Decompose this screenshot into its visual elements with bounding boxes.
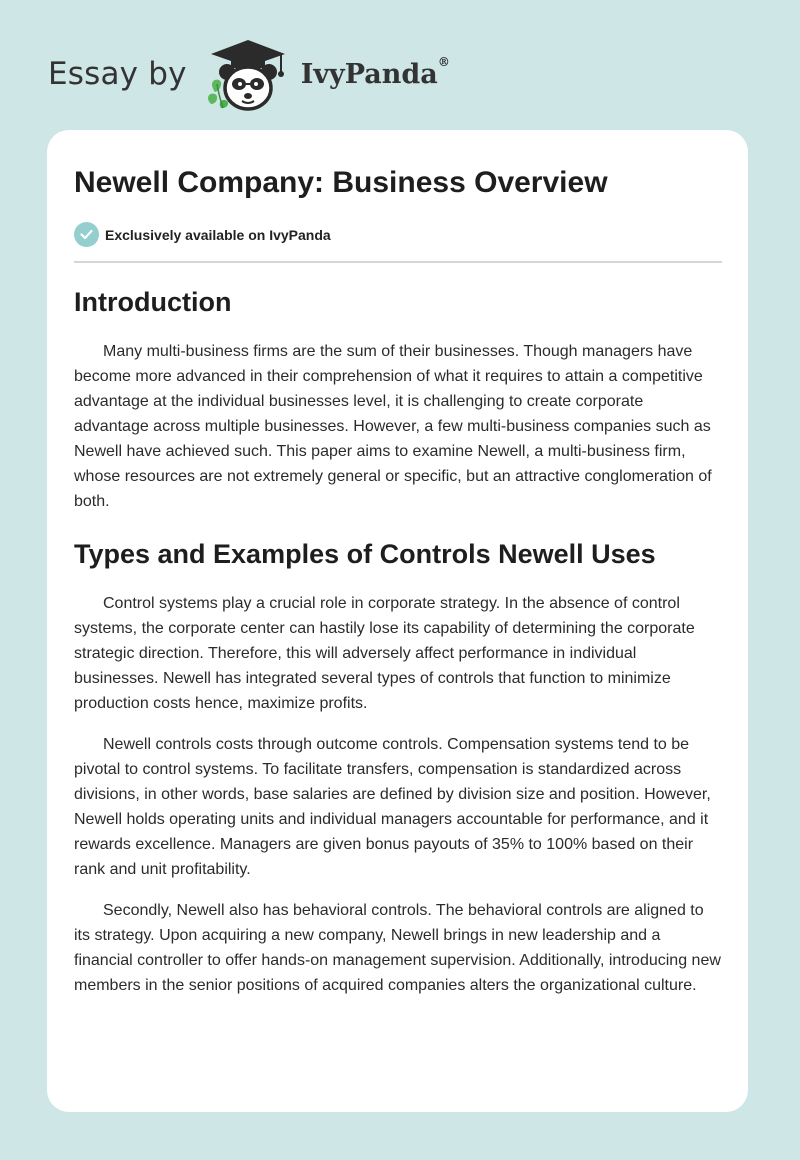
article-body xyxy=(74,280,722,1014)
check-icon xyxy=(74,222,99,247)
article-card xyxy=(47,130,748,1112)
essay-by-label: Essay by xyxy=(48,56,187,92)
ivypanda-brand[interactable]: IvyPanda® xyxy=(300,54,450,90)
exclusive-badge xyxy=(74,222,331,247)
section-controls xyxy=(74,532,722,998)
panda-graduate-icon[interactable] xyxy=(201,34,295,114)
page-title: Newell Company: Business Overview xyxy=(74,166,608,199)
paragraph: Many multi-business firms are the sum of their businesses. Though managers have become more advanced in their comprehension of what it requires to attain a competitive advantage at the individual businesses level, it is challenging to create corporate advantage across multiple businesses. However, a few multi-business companies such as Newell have achieved such. This paper aims to examine Newell, a multi-business firm, whose resources are not extremely general or specific, but an attractive conglomeration of both. xyxy=(74,343,712,510)
site-header xyxy=(48,34,450,114)
paragraph: Secondly, Newell also has behavioral controls. The behavioral controls are aligned to its strategy. Upon acquiring a new company, Newell brings in new leadership and a financial controller to offer hands-on management supervision. Additionally, introducing new members in the senior positions of acquired companies alters the organizational culture. xyxy=(74,902,721,994)
section-heading: Types and Examples of Controls Newell Uses xyxy=(74,539,656,569)
paragraph: Newell controls costs through outcome controls. Compensation systems tend to be pivotal to control systems. To facilitate transfers, compensation is standardized across divisions, in other words, base salaries are defined by division size and position. However, Newell holds operating units and individual managers accountable for performance, and it rewards excellence. Managers are given bonus payouts of 35% to 100% based on their rank and unit profitability. xyxy=(74,736,711,878)
section-introduction xyxy=(74,280,722,514)
title-divider xyxy=(74,261,722,263)
exclusive-label: Exclusively available on IvyPanda xyxy=(105,226,331,243)
paragraph: Control systems play a crucial role in corporate strategy. In the absence of control systems, the corporate center can hastily lose its capability of determining the corporate strategic direction. Therefore, this will adversely affect performance in individual businesses. Newell has integrated several types of controls that function to minimize production costs hence, maximize profits. xyxy=(74,595,695,712)
section-heading: Introduction xyxy=(74,287,232,317)
